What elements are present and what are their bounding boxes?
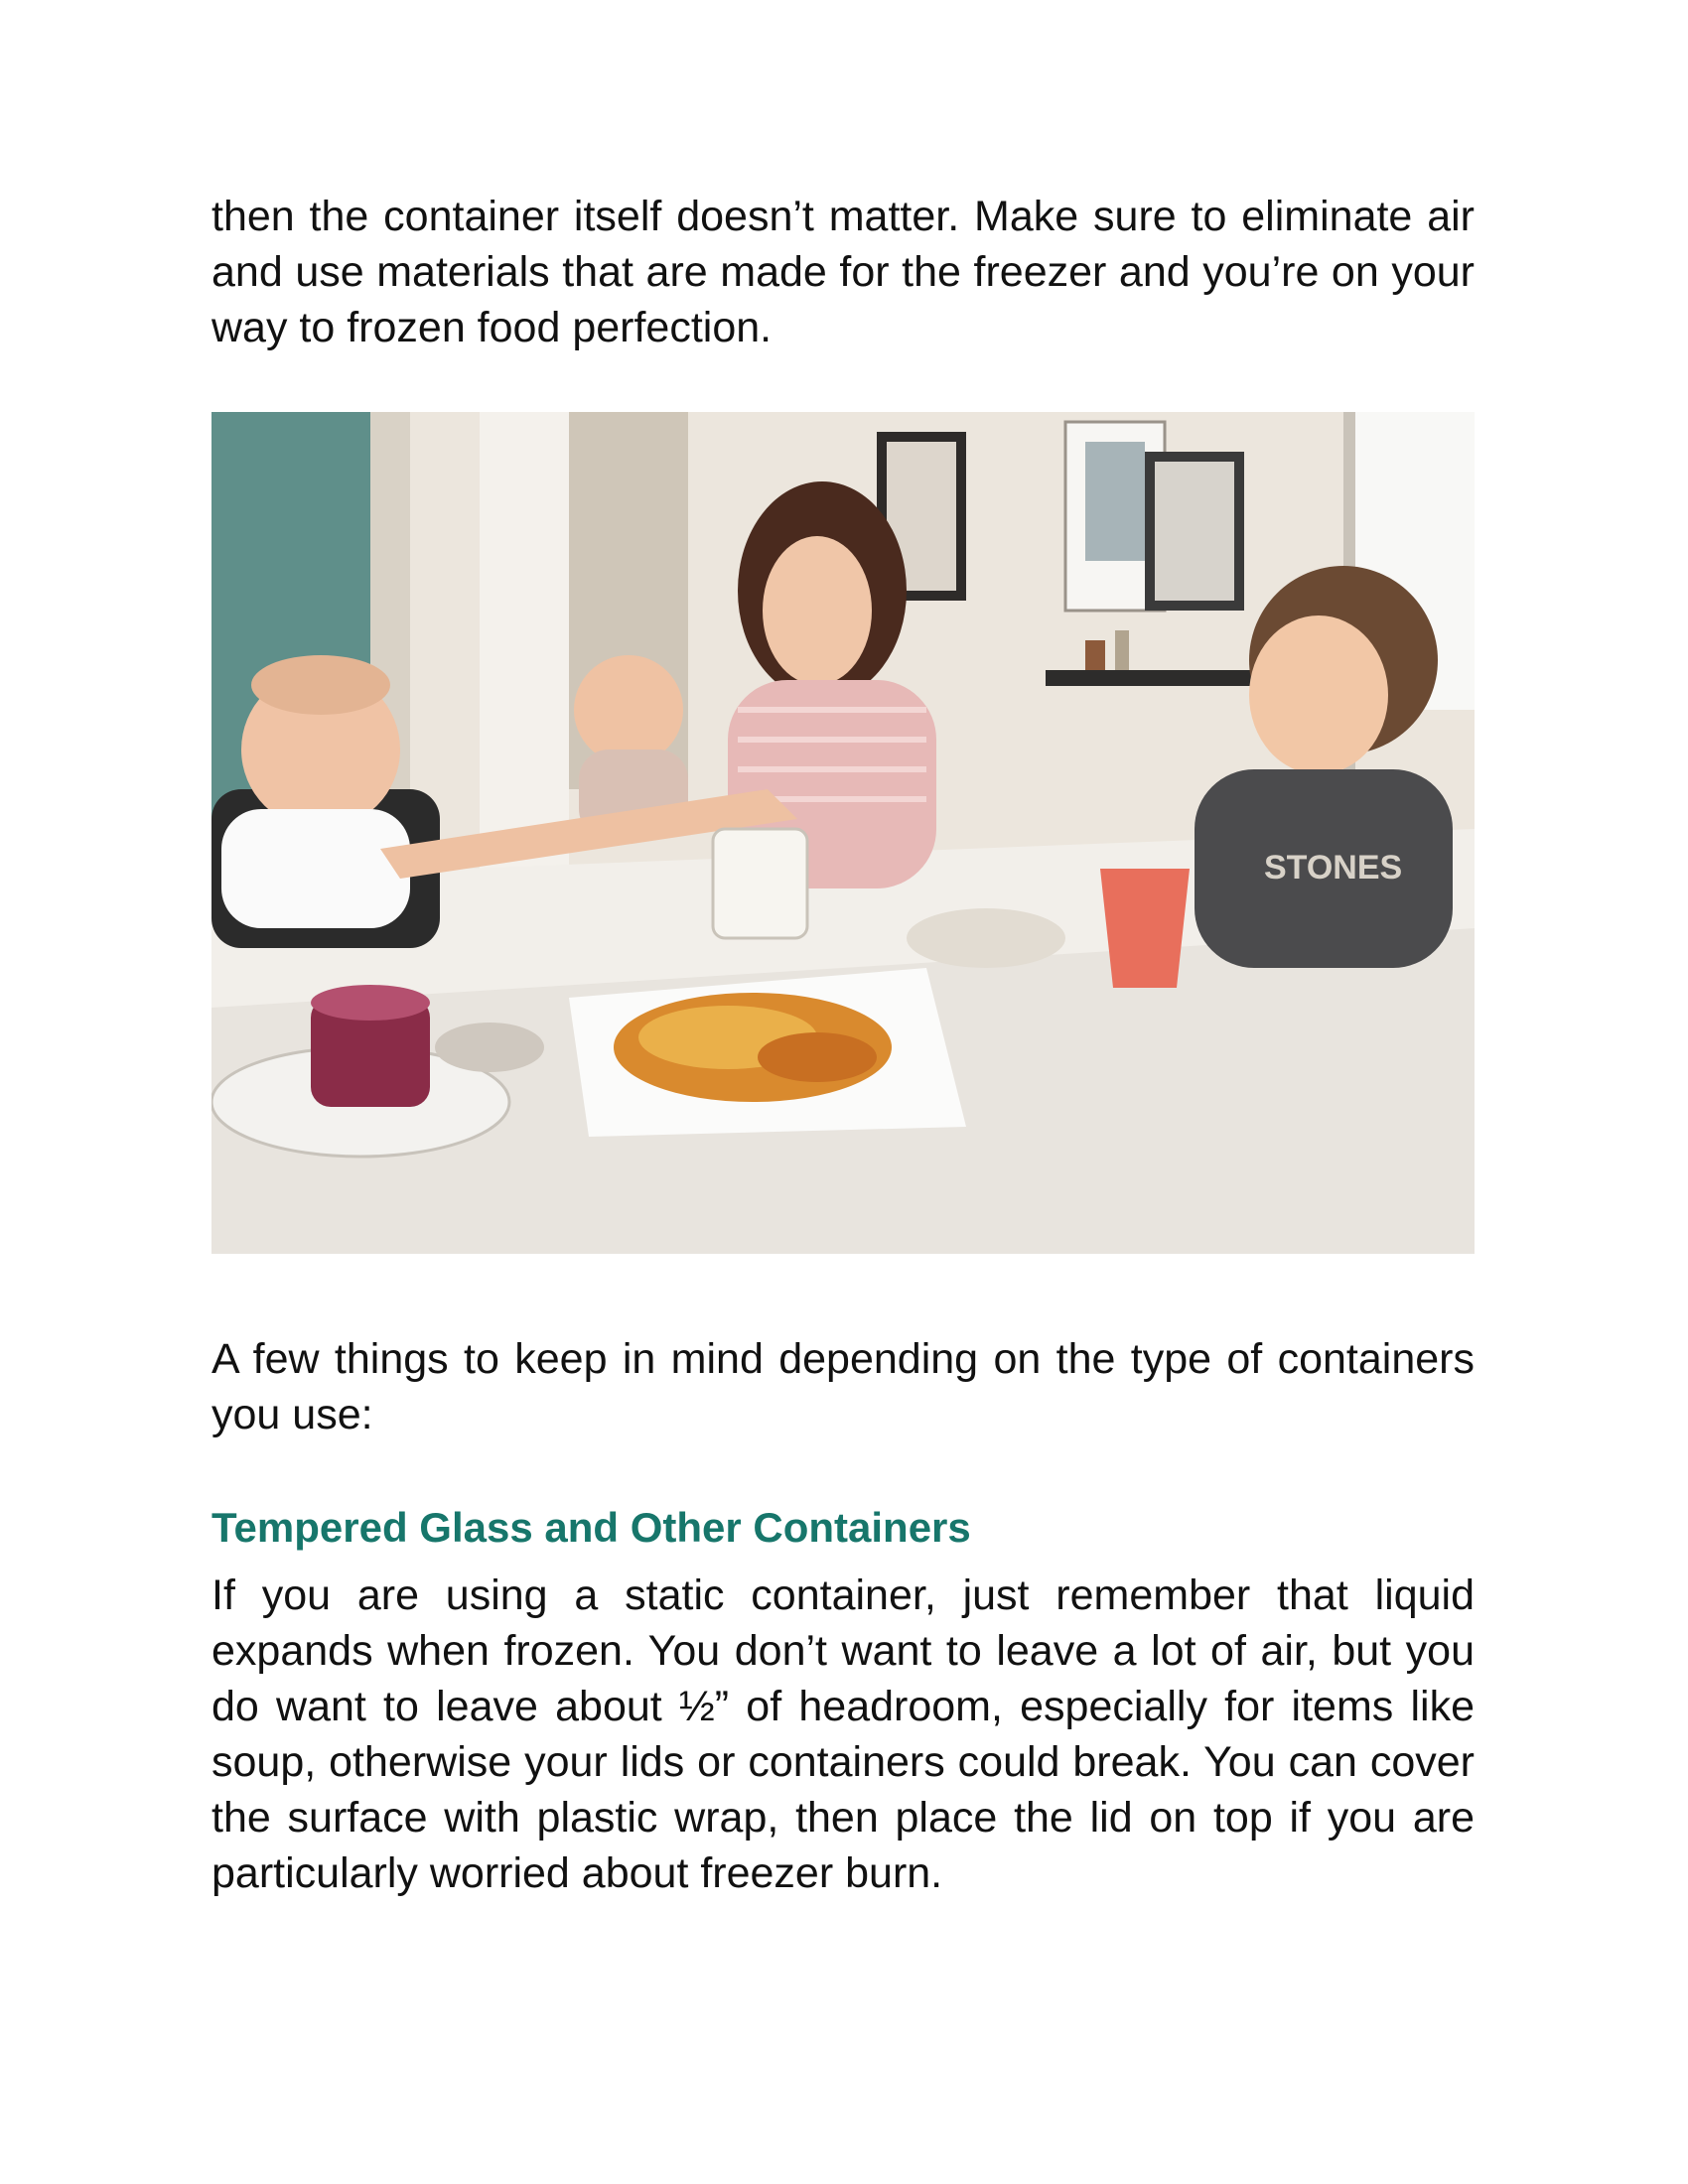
continuation-paragraph: then the container itself doesn’t matter. Make sure to eliminate air and use materials that are made for the freezer and you’re on your way to frozen food perfection. [211, 193, 1475, 351]
document-page [211, 189, 1475, 1901]
intro-paragraph: A few things to keep in mind depending on the type of containers you use: [211, 1335, 1475, 1438]
svg-text:STONES: STONES [1264, 849, 1403, 887]
section-body-paragraph: If you are using a static container, just remember that liquid expands when frozen. You don’t want to leave a lot of air, but you do want to leave about ½” of headroom, especially for items like soup, otherwise your lids or containers could break. You can cover the surface with plastic wrap, then place the lid on top if you are particularly worried about freezer burn. [211, 1571, 1475, 1897]
family-breakfast-photo [211, 412, 1475, 1254]
section-heading: Tempered Glass and Other Containers [211, 1504, 971, 1551]
